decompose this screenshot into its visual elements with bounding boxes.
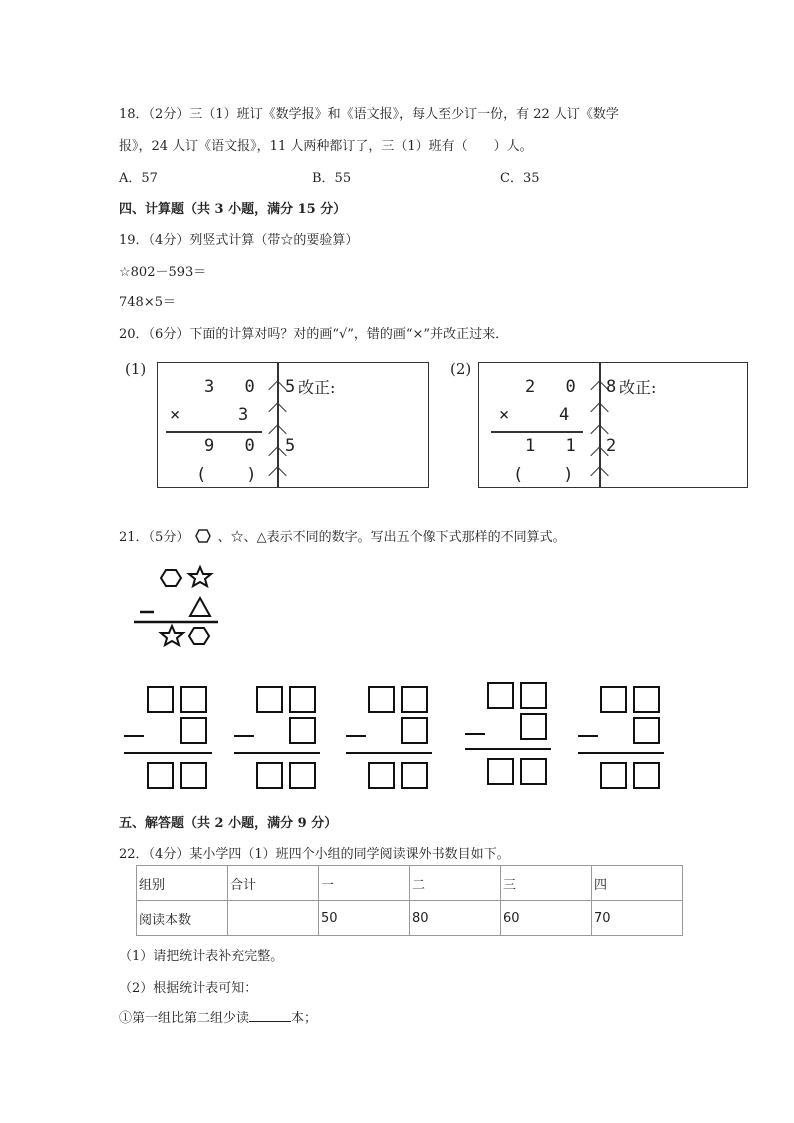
blank-box[interactable] — [368, 762, 395, 789]
q21-example-figure — [130, 564, 230, 652]
minus-sign — [578, 735, 598, 737]
q20-item1-multiplier: 3 — [238, 405, 259, 425]
table-cell: 组别 — [137, 866, 228, 901]
q22-sub1: （1）请把统计表补充完整。 — [119, 949, 284, 964]
q20-title: 20．（6分）下面的计算对吗？对的画“√”，错的画“×”并改正过来． — [119, 327, 509, 342]
section-5-heading: 五、解答题（共 2 小题，满分 9 分） — [119, 816, 338, 831]
blank-box[interactable] — [633, 762, 660, 789]
q20-item1-times-sign: × — [170, 405, 191, 425]
sum-rule — [234, 752, 320, 754]
q20-item2-multiplicand: 2 0 8 — [525, 377, 627, 397]
blank-box[interactable] — [180, 686, 207, 713]
q20-item2-times-sign: × — [499, 405, 520, 425]
q20-item2-rule — [491, 431, 583, 433]
q20-item2-result: 1 1 2 — [525, 436, 627, 456]
q22-stat-table — [136, 865, 683, 936]
q20-item1-box — [157, 362, 429, 488]
blank-box[interactable] — [401, 717, 428, 744]
q20-item2-chevron-5 — [590, 466, 608, 484]
table-row — [137, 866, 683, 901]
blank-box[interactable] — [633, 686, 660, 713]
blank-box[interactable] — [401, 762, 428, 789]
q18-line2: 报》，24 人订《语文报》，11 人两种都订了，三（1）班有（ ）人。 — [119, 139, 533, 154]
blank-box[interactable] — [289, 686, 316, 713]
q21-title — [119, 526, 566, 545]
q20-item1-fix-label: 改正: — [298, 378, 336, 397]
table-row — [137, 901, 683, 936]
blank-box[interactable] — [289, 762, 316, 789]
q18-option-c[interactable]: C．35 — [500, 171, 540, 186]
example-star-result-icon — [161, 626, 183, 645]
table-cell: 合计 — [228, 866, 319, 901]
sum-rule — [578, 752, 664, 754]
example-star-icon — [189, 567, 211, 586]
total-input-cell[interactable] — [228, 901, 319, 936]
blank-box[interactable] — [256, 762, 283, 789]
blank-box[interactable] — [487, 682, 514, 709]
q22-sub2: （2）根据统计表可知： — [119, 981, 258, 996]
blank-box[interactable] — [180, 717, 207, 744]
q20-item1-multiplicand: 3 0 5 — [204, 377, 306, 397]
example-hexagon-icon — [161, 570, 181, 586]
table-cell: 70 — [592, 901, 683, 936]
table-cell: 一 — [319, 866, 410, 901]
blank-box[interactable] — [289, 717, 316, 744]
blank-box[interactable] — [520, 713, 547, 740]
q21-title-number: 21．（5分） — [119, 530, 190, 545]
q18-line1: 18．（2分）三（1）班订《数学报》和《语文报》，每人至少订一份，有 22 人订《数学 — [119, 107, 619, 122]
table-cell: 阅读本数 — [137, 901, 228, 936]
answer-blank[interactable] — [249, 1009, 291, 1022]
q22-sub3-suffix: 本； — [291, 1011, 318, 1026]
table-cell: 80 — [410, 901, 501, 936]
table-cell: 四 — [592, 866, 683, 901]
sum-rule — [346, 752, 432, 754]
sum-rule — [465, 748, 551, 750]
minus-sign — [465, 733, 485, 735]
q21-title-text: 、☆、△表示不同的数字。写出五个像下式那样的不同算式。 — [217, 530, 566, 545]
q20-item2-judge-paren[interactable]: ( ) — [513, 465, 576, 485]
blank-box[interactable] — [147, 686, 174, 713]
sum-rule — [124, 752, 212, 754]
minus-sign — [124, 735, 144, 737]
blank-box[interactable] — [180, 762, 207, 789]
minus-sign — [234, 735, 254, 737]
q19-expr1: ☆802－593＝ — [119, 265, 207, 280]
q18-option-b[interactable]: B．55 — [312, 171, 352, 186]
q19-expr2: 748×5＝ — [119, 295, 176, 310]
table-cell: 二 — [410, 866, 501, 901]
blank-box[interactable] — [600, 762, 627, 789]
table-cell: 60 — [501, 901, 592, 936]
blank-box[interactable] — [401, 686, 428, 713]
q19-title: 19．（4分）列竖式计算（带☆的要验算） — [119, 233, 359, 248]
q18-option-a[interactable]: A．57 — [119, 171, 158, 186]
q22-sub3 — [119, 1007, 317, 1026]
q20-item1-chevron-2 — [268, 402, 286, 420]
hexagon-icon — [195, 529, 211, 543]
q20-item1-rule — [166, 431, 262, 433]
section-4-heading: 四、计算题（共 3 小题，满分 15 分） — [119, 202, 347, 217]
q20-item2-multiplier: 4 — [559, 405, 580, 425]
q20-item1-chevron-5 — [268, 466, 286, 484]
blank-box[interactable] — [633, 717, 660, 744]
q20-item1-label: (1) — [125, 360, 147, 378]
blank-box[interactable] — [520, 758, 547, 785]
table-cell: 50 — [319, 901, 410, 936]
q20-item2-box — [478, 362, 748, 488]
example-hexagon-result-icon — [189, 628, 209, 644]
q20-item2-chevron-2 — [590, 402, 608, 420]
blank-box[interactable] — [368, 686, 395, 713]
example-triangle-icon — [190, 598, 210, 616]
q20-item1-judge-paren[interactable]: ( ) — [196, 465, 259, 485]
blank-box[interactable] — [487, 758, 514, 785]
q20-item2-label: (2) — [450, 360, 472, 378]
q20-item1-result: 9 0 5 — [204, 436, 306, 456]
blank-box[interactable] — [520, 682, 547, 709]
q22-sub3-prefix: ①第一组比第二组少读 — [119, 1011, 250, 1026]
minus-sign — [346, 735, 366, 737]
blank-box[interactable] — [600, 686, 627, 713]
q20-item2-fix-label: 改正: — [619, 378, 657, 397]
table-cell: 三 — [501, 866, 592, 901]
q22-title: 22．（4分）某小学四（1）班四个小组的同学阅读课外书数目如下。 — [119, 847, 510, 862]
blank-box[interactable] — [147, 762, 174, 789]
blank-box[interactable] — [256, 686, 283, 713]
